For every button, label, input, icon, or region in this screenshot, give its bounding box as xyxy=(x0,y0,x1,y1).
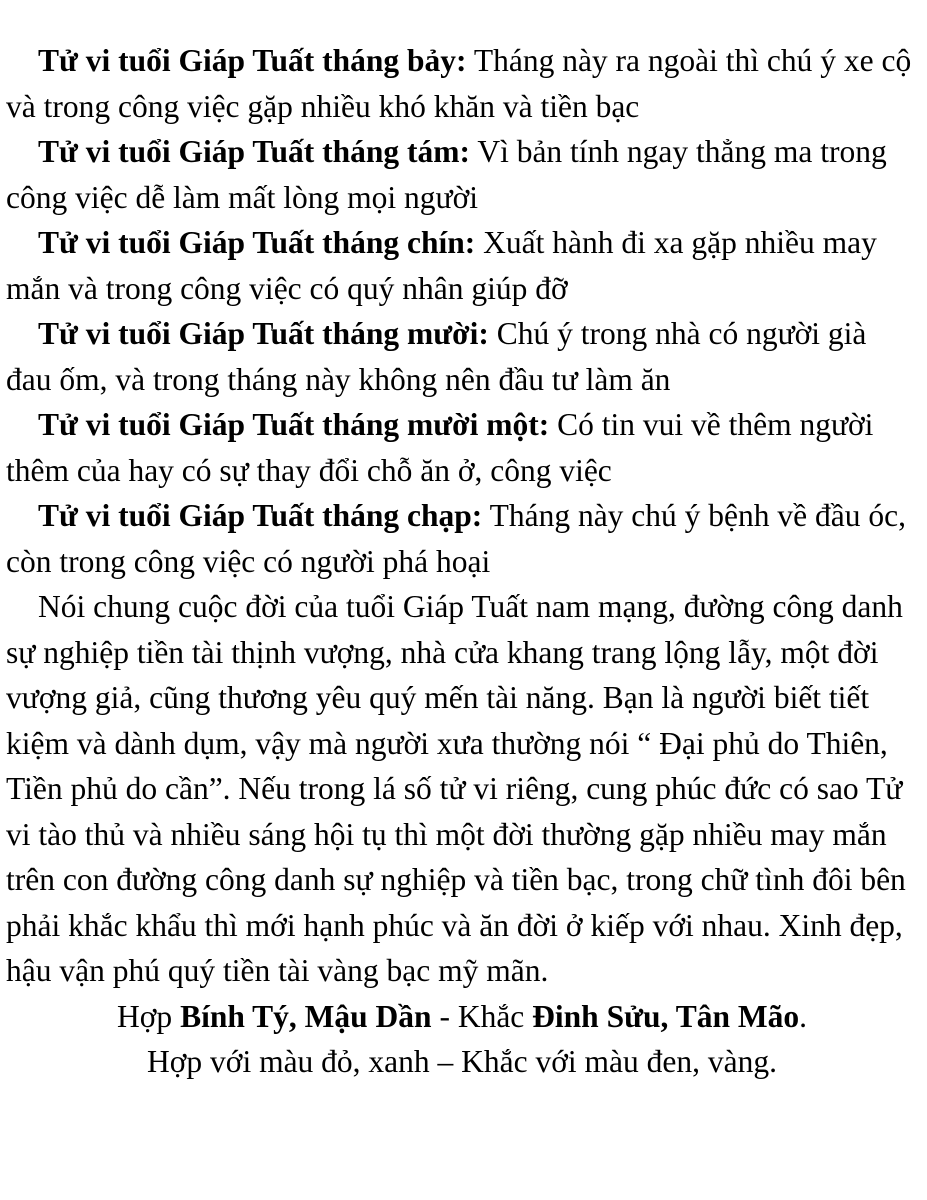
month-8-text: Vì bản tính ngay thẳng ma trong công việc dễ làm mất lòng mọi người xyxy=(6,134,887,215)
month-12-heading: Tử vi tuổi Giáp Tuất tháng chạp: xyxy=(38,498,483,533)
month-8-heading: Tử vi tuổi Giáp Tuất tháng tám: xyxy=(38,134,471,169)
month-10-paragraph xyxy=(6,311,918,402)
compatible-ages: Bính Tý, Mậu Dần xyxy=(180,998,432,1034)
document-body xyxy=(6,38,918,1085)
summary-paragraph: Nói chung cuộc đời của tuổi Giáp Tuất nam mạng, đường công danh sự nghiệp tiền tài thịnh vượng, nhà cửa khang trang lộng lẫy, một đời vượng giả, cũng thương yêu quý mến tài năng. Bạn là người biết tiết kiệm và dành dụm, vậy mà người xưa thường nói “ Đại phủ do Thiên, Tiền phủ do cần”. Nếu trong lá số tử vi riêng, cung phúc đức có sao Tử vi tào thủ và nhiều sáng hội tụ thì một đời thường gặp nhiều may mắn trên con đường công danh sự nghiệp và tiền bạc, trong chữ tình đôi bên phải khắc khẩu thì mới hạnh phúc và ăn đời ở kiếp với nhau. Xinh đẹp, hậu vận phú quý tiền tài vàng bạc mỹ mãn. xyxy=(6,589,906,988)
month-12-text: Tháng này chú ý bệnh về đầu óc, còn trong công việc có người phá hoại xyxy=(6,498,906,579)
month-7-heading: Tử vi tuổi Giáp Tuất tháng bảy: xyxy=(38,43,467,78)
month-11-heading: Tử vi tuổi Giáp Tuất tháng mười một: xyxy=(38,407,550,442)
month-7-paragraph xyxy=(6,38,918,129)
month-7-text: Tháng này ra ngoài thì chú ý xe cộ và trong công việc gặp nhiều khó khăn và tiền bạc xyxy=(6,43,912,124)
month-11-text: Có tin vui về thêm người thêm của hay có sự thay đổi chỗ ăn ở, công việc xyxy=(6,407,874,488)
month-11-paragraph xyxy=(6,402,918,493)
conflicting-ages: Đinh Sửu, Tân Mão xyxy=(532,998,800,1034)
month-10-heading: Tử vi tuổi Giáp Tuất tháng mười: xyxy=(38,316,489,351)
compatibility-line xyxy=(6,994,918,1040)
month-9-text: Xuất hành đi xa gặp nhiều may mắn và trong công việc có quý nhân giúp đỡ xyxy=(6,225,877,306)
month-9-paragraph xyxy=(6,220,918,311)
month-9-heading: Tử vi tuổi Giáp Tuất tháng chín: xyxy=(38,225,476,260)
month-10-text: Chú ý trong nhà có người già đau ốm, và trong tháng này không nên đầu tư làm ăn xyxy=(6,316,867,397)
compatible-label: Hợp xyxy=(117,998,181,1034)
month-8-paragraph xyxy=(6,129,918,220)
conflict-label: - Khắc xyxy=(431,998,533,1034)
colors-line: Hợp với màu đỏ, xanh – Khắc với màu đen, vàng. xyxy=(147,1044,777,1079)
month-12-paragraph xyxy=(6,493,918,584)
compatibility-end: . xyxy=(799,998,807,1034)
